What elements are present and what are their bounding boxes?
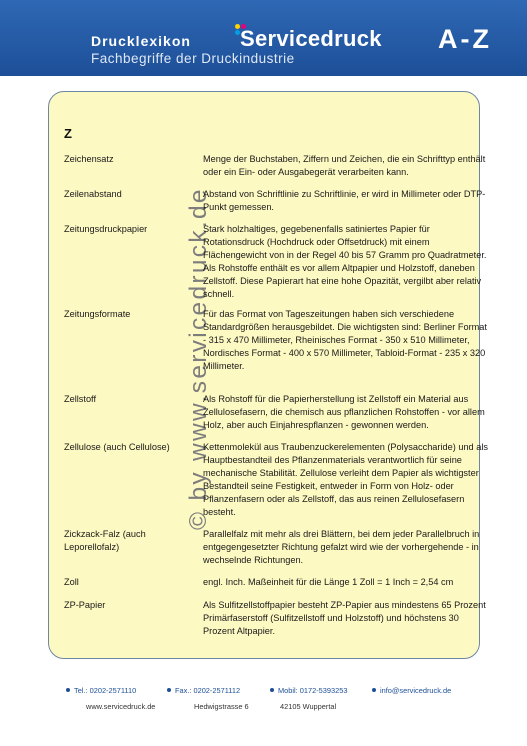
- bullet-icon: [66, 688, 70, 692]
- az-badge: A-Z: [438, 24, 492, 54]
- entry-definition: Als Sulfitzellstoffpapier besteht ZP-Papier aus mindestens 65 Prozent Primärfaserstoff (Sulfitzellstoff und Holzstoff) und höchstens 30 Prozent Altpapier.: [203, 600, 486, 636]
- entry-definition: engl. Inch. Maßeinheit für die Länge 1 Zoll = 1 Inch = 2,54 cm: [203, 577, 454, 587]
- entry-term: Zeilenabstand: [64, 189, 122, 199]
- entry-definition: Als Rohstoff für die Papierherstellung ist Zellstoff ein Material aus Zellulosefasern, die chemisch aus pflanzlichen Rohstoffen - vor allem Holz, aber auch Einjahrespflanzen - gewonnen werden.: [203, 394, 485, 430]
- section-letter: Z: [64, 126, 72, 141]
- entry-definition: Stark holzhaltiges, gegebenenfalls satiniertes Papier für Rotationsdruck (Hochdruck oder Offsetdruck) mit einem Flächengewicht von in der Regel 40 bis 57 Gramm pro Quadratmeter. Als Rohstoffe enthält es vor allem Altpapier und Holzstoff, daneben Zellstoff. Diese Papierart hat eine hohe Opazität, vergilbt aber relativ schnell.: [203, 224, 487, 299]
- entry-term: Zeitungsformate: [64, 309, 131, 319]
- entry-term: ZP-Papier: [64, 600, 106, 610]
- entry-definition: Für das Format von Tageszeitungen haben sich verschiedene Standardgrößen herausgebildet. Die wichtigsten sind: Berliner Format - 315 x 470 Millimeter, Rheinisches Format - 350 x 510 Millimeter, Nordisches Format - 400 x 570 Millimeter, Tabloid-Format - 235 x 320 Millimeter.: [203, 309, 487, 371]
- entry-term: Zeichensatz: [64, 154, 114, 164]
- footer-street: Hedwigstrasse 6: [194, 702, 249, 711]
- servicedruck-logo: Servicedruck: [240, 26, 382, 51]
- bullet-icon: [270, 688, 274, 692]
- footer-fax: Fax.: 0202-2571112: [167, 686, 240, 695]
- entry-definition: Kettenmolekül aus Traubenzuckerelementen (Polysaccharide) und als Hauptbestandteil des Pflanzenmaterials verantwortlich für seine mechanische Stabilität. Zellulose verleiht dem Papier als wichtigster Bestandteil seine Festigkeit, entweder in Form von Holz- oder Pflanzenfasern oder als Zellstoff, das aus reinen Zellulosefasern besteht.: [203, 442, 488, 517]
- bullet-icon: [167, 688, 171, 692]
- footer-email[interactable]: info@servicedruck.de: [372, 686, 451, 695]
- entry-definition: Menge der Buchstaben, Ziffern und Zeichen, die ein Schrifttyp enthält oder ein Ein- oder Ausgabegerät verarbeiten kann.: [203, 154, 486, 177]
- footer-tel: Tel.: 0202-2571110: [66, 686, 136, 695]
- entry-definition: Abstand von Schriftlinie zu Schriftlinie, er wird in Millimeter oder DTP-Punkt gemessen.: [203, 189, 486, 212]
- footer-mobil: Mobil: 0172-5393253: [270, 686, 347, 695]
- bullet-icon: [372, 688, 376, 692]
- entry-term: Zeitungsdruckpapier: [64, 224, 148, 234]
- entry-definition: Parallelfalz mit mehr als drei Blättern, bei dem jeder Parallelbruch in entgegengesetzter Richtung gefalzt wird wie der vorhergehende - in wechselnde Richtungen.: [203, 529, 480, 565]
- entry-term: Zellulose (auch Cellulose): [64, 442, 170, 452]
- header-title: Drucklexikon: [91, 33, 191, 49]
- header-subtitle: Fachbegriffe der Druckindustrie: [91, 51, 295, 66]
- entry-term: Zellstoff: [64, 394, 96, 404]
- entry-term: Zoll: [64, 577, 79, 587]
- watermark: © by www.servicedruck.de: [185, 187, 212, 530]
- page-header: [0, 0, 527, 76]
- footer-web[interactable]: www.servicedruck.de: [86, 702, 156, 711]
- entry-term: Zickzack-Falz (auch Leporellofalz): [64, 529, 146, 552]
- footer-city: 42105 Wuppertal: [280, 702, 337, 711]
